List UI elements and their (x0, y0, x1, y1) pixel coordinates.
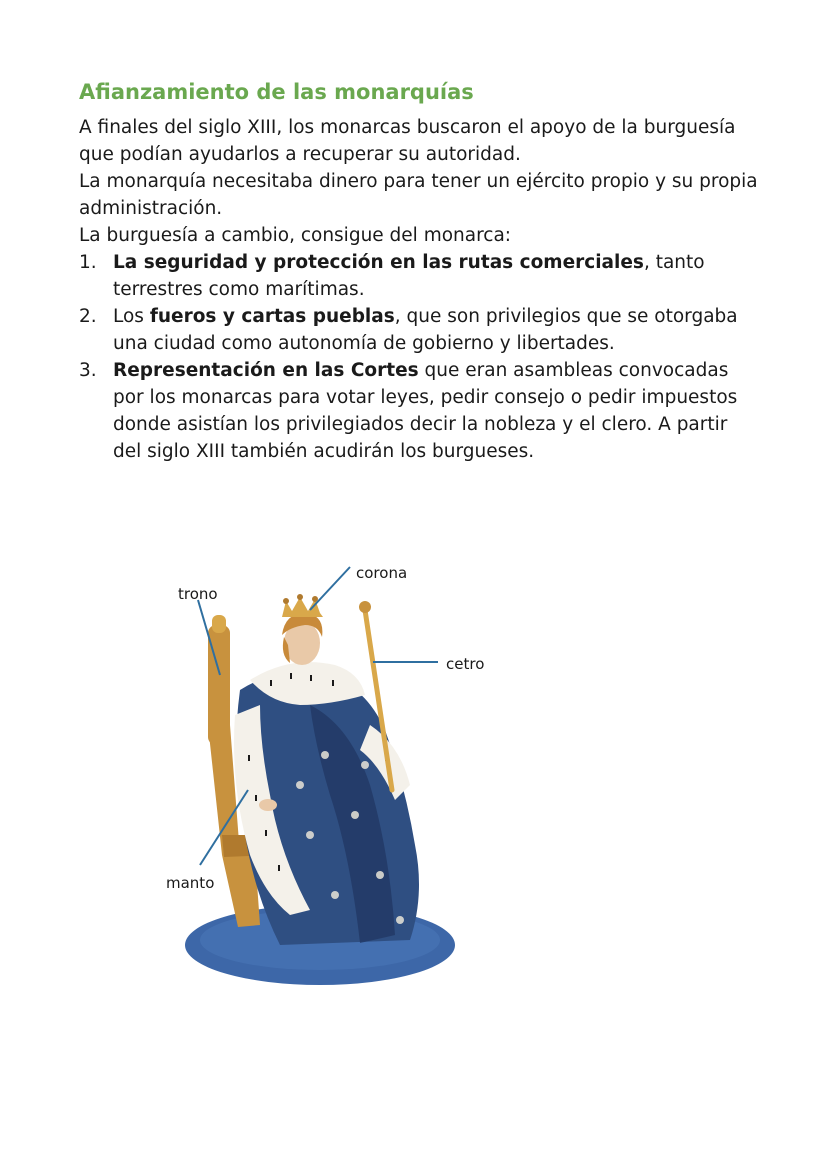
list-number: 2. (79, 306, 97, 327)
list-item-bold: Representación en las Cortes (113, 360, 419, 381)
list-item (79, 249, 759, 303)
label-manto: manto (166, 874, 215, 892)
section-heading: Afianzamiento de las monarquías (79, 80, 474, 104)
paragraph-3: La burguesía a cambio, consigue del monarca: (79, 225, 512, 246)
label-corona: corona (356, 564, 408, 582)
corona-callout (310, 567, 350, 610)
list-item (79, 357, 759, 465)
list-number: 3. (79, 360, 97, 381)
list-item-prefix: Los (113, 306, 150, 327)
list-item-text: , que son privilegios que se otorgaba una ciudad como autonomía de gobierno y libertades. (113, 306, 738, 354)
list-number: 1. (79, 252, 97, 273)
label-cetro: cetro (446, 655, 485, 673)
paragraph-1: A finales del siglo XIII, los monarcas buscaron el apoyo de la burguesía que podían ayudarlos a recuperar su autoridad. (79, 117, 736, 165)
king-drawing (160, 555, 520, 995)
king-illustration (160, 555, 520, 995)
list-item-bold: La seguridad y protección en las rutas comerciales (113, 252, 644, 273)
label-trono: trono (178, 585, 218, 603)
list-item-text: que eran asambleas convocadas por los monarcas para votar leyes, pedir consejo o pedir impuestos donde asistían los privilegiados decir la nobleza y el clero. A partir del siglo XIII también acudirán los burgueses. (113, 360, 738, 462)
paragraph-2: La monarquía necesitaba dinero para tener un ejército propio y su propia administración. (79, 171, 758, 219)
benefits-list (79, 249, 759, 465)
list-item-text: , tanto terrestres como marítimas. (113, 252, 705, 300)
list-item (79, 303, 759, 357)
list-item-bold: fueros y cartas pueblas (149, 306, 395, 327)
